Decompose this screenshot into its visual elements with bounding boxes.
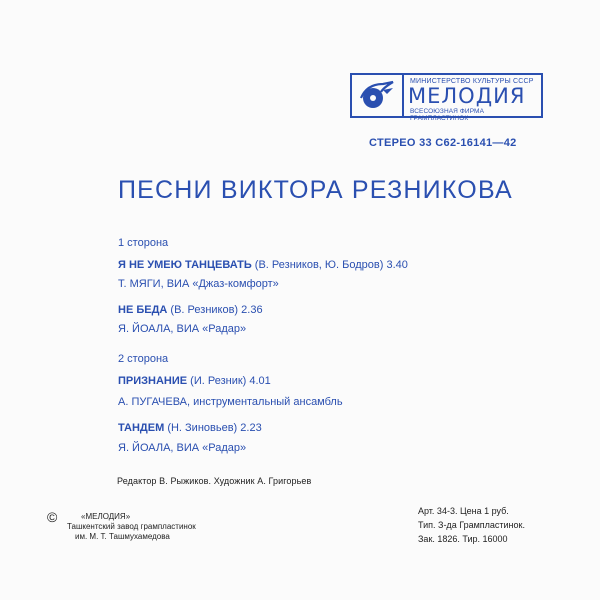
track-3-performer: А. ПУГАЧЕВА, инструментальный ансамбль [118, 396, 343, 408]
track-4-performer: Я. ЙОАЛА, ВИА «Радар» [118, 442, 247, 454]
logo-firm-text: ВСЕСОЮЗНАЯ ФИРМА ГРАМПЛАСТИНОК [410, 108, 485, 122]
track-2-authors: (В. Резников) 2.36 [167, 304, 263, 316]
melodiya-logo [350, 73, 543, 122]
logo-name: МЕЛОДИЯ [408, 84, 526, 108]
copyright-line-2: Ташкентский завод грампластинок [67, 522, 196, 531]
print-info-line-3: Зак. 1826. Тир. 16000 [418, 534, 508, 544]
track-2 [118, 304, 263, 316]
copyright-line-3: им. М. Т. Ташмухамедова [75, 532, 170, 541]
track-1-authors: (В. Резников, Ю. Бодров) 3.40 [251, 259, 408, 271]
print-info [418, 504, 525, 546]
track-1-title: Я НЕ УМЕЮ ТАНЦЕВАТЬ [118, 259, 252, 271]
track-3-title: ПРИЗНАНИЕ [118, 375, 188, 387]
credits: Редактор В. Рыжиков. Художник А. Григорьев [117, 476, 312, 486]
copyright-symbol: © [47, 509, 58, 525]
track-1-performer: Т. МЯГИ, ВИА «Джаз-комфорт» [118, 278, 279, 290]
melodiya-emblem-icon [352, 75, 404, 116]
print-info-line-2: Тип. З-да Грампластинок. [418, 520, 525, 530]
side-1-label: 1 сторона [118, 237, 169, 249]
track-3-authors: (И. Резник) 4.01 [187, 375, 271, 387]
print-info-line-1: Арт. 34-3. Цена 1 руб. [418, 506, 509, 516]
track-4-title: ТАНДЕМ [118, 422, 165, 434]
track-4 [118, 422, 262, 434]
track-1 [118, 259, 408, 271]
album-title: ПЕСНИ ВИКТОРА РЕЗНИКОВА [118, 176, 513, 204]
track-2-performer: Я. ЙОАЛА, ВИА «Радар» [118, 323, 247, 335]
track-4-authors: (Н. Зиновьев) 2.23 [164, 422, 262, 434]
side-2-label: 2 сторона [118, 353, 169, 365]
logo-ministry-text: МИНИСТЕРСТВО КУЛЬТУРЫ СССР [410, 78, 534, 85]
track-3 [118, 375, 271, 387]
catalog-number: СТЕРЕО 33 С62-16141—42 [369, 137, 517, 149]
copyright-line-1: «МЕЛОДИЯ» [81, 512, 131, 521]
track-2-title: НЕ БЕДА [118, 304, 168, 316]
